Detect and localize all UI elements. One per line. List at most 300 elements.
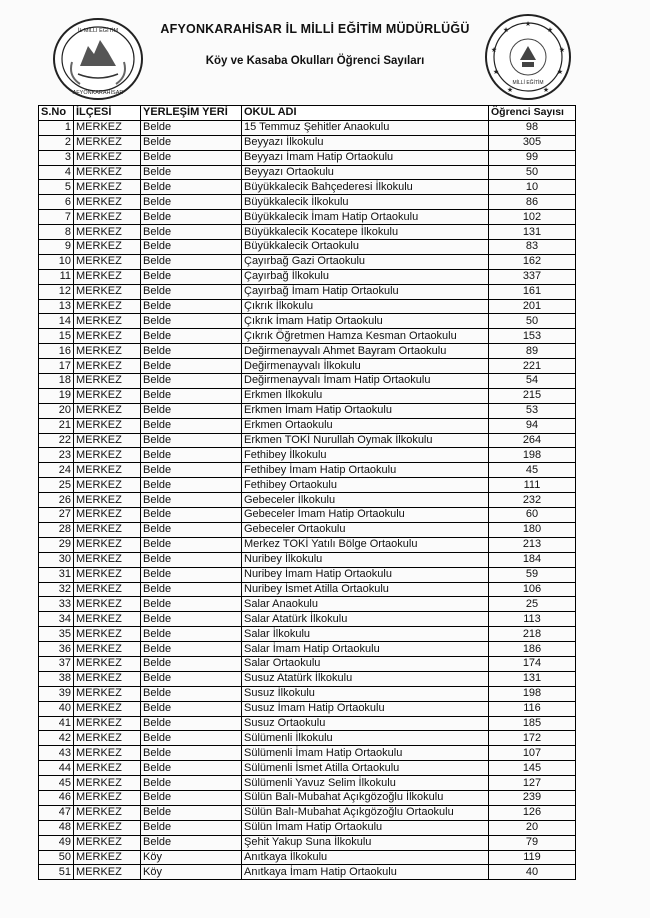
cell-yerlesim: Belde [141,150,242,165]
cell-ogrenci-sayisi: 264 [489,433,576,448]
cell-no: 15 [39,329,74,344]
cell-ilce: MERKEZ [74,716,141,731]
cell-ogrenci-sayisi: 98 [489,120,576,135]
ministry-emblem-logo [480,12,576,102]
cell-okul-adi: Çıkrık Öğretmen Hamza Kesman Ortaokulu [242,329,489,344]
table-row [39,865,576,880]
cell-yerlesim: Belde [141,761,242,776]
table-row [39,790,576,805]
table-row [39,761,576,776]
table-row [39,776,576,791]
cell-ilce: MERKEZ [74,686,141,701]
table-row [39,165,576,180]
header-yerlesim: YERLEŞİM YERİ [141,106,242,121]
cell-ilce: MERKEZ [74,284,141,299]
svg-text:İL MİLLİ EĞİTİM: İL MİLLİ EĞİTİM [77,28,119,34]
cell-ilce: MERKEZ [74,448,141,463]
cell-ogrenci-sayisi: 50 [489,165,576,180]
cell-ogrenci-sayisi: 40 [489,865,576,880]
cell-okul-adi: Beyyazı İmam Hatip Ortaokulu [242,150,489,165]
cell-okul-adi: Susuz İmam Hatip Ortaokulu [242,701,489,716]
svg-text:★: ★ [506,86,514,94]
cell-yerlesim: Belde [141,299,242,314]
cell-ilce: MERKEZ [74,865,141,880]
cell-no: 10 [39,254,74,269]
cell-ogrenci-sayisi: 116 [489,701,576,716]
cell-ilce: MERKEZ [74,344,141,359]
cell-yerlesim: Belde [141,240,242,255]
cell-ogrenci-sayisi: 111 [489,478,576,493]
cell-ilce: MERKEZ [74,120,141,135]
cell-okul-adi: Salar İmam Hatip Ortaokulu [242,642,489,657]
cell-okul-adi: Değirmenayvalı İmam Hatip Ortaokulu [242,374,489,389]
cell-no: 11 [39,269,74,284]
svg-text:★: ★ [502,26,510,34]
cell-okul-adi: 15 Temmuz Şehitler Anaokulu [242,120,489,135]
cell-ilce: MERKEZ [74,627,141,642]
cell-no: 43 [39,746,74,761]
cell-ilce: MERKEZ [74,746,141,761]
cell-ogrenci-sayisi: 83 [489,240,576,255]
cell-okul-adi: Değirmenayvalı Ahmet Bayram Ortaokulu [242,344,489,359]
table-row [39,195,576,210]
cell-no: 33 [39,597,74,612]
cell-ilce: MERKEZ [74,820,141,835]
cell-okul-adi: Şehit Yakup Suna İlkokulu [242,835,489,850]
cell-okul-adi: Salar Anaokulu [242,597,489,612]
cell-yerlesim: Belde [141,359,242,374]
cell-yerlesim: Köy [141,850,242,865]
cell-yerlesim: Belde [141,790,242,805]
table-row [39,746,576,761]
cell-no: 21 [39,418,74,433]
table-row [39,627,576,642]
cell-ogrenci-sayisi: 25 [489,597,576,612]
cell-okul-adi: Gebeceler İmam Hatip Ortaokulu [242,508,489,523]
cell-ilce: MERKEZ [74,240,141,255]
table-row [39,120,576,135]
cell-ilce: MERKEZ [74,478,141,493]
cell-no: 50 [39,850,74,865]
cell-yerlesim: Belde [141,582,242,597]
cell-ilce: MERKEZ [74,418,141,433]
cell-no: 32 [39,582,74,597]
cell-okul-adi: Büyükkalecik Ortaokulu [242,240,489,255]
table-row [39,835,576,850]
cell-ogrenci-sayisi: 59 [489,567,576,582]
cell-ogrenci-sayisi: 119 [489,850,576,865]
cell-ogrenci-sayisi: 107 [489,746,576,761]
cell-okul-adi: Değirmenayvalı İlkokulu [242,359,489,374]
cell-no: 49 [39,835,74,850]
table-row [39,850,576,865]
table-row [39,508,576,523]
cell-yerlesim: Belde [141,225,242,240]
cell-ogrenci-sayisi: 185 [489,716,576,731]
table-row [39,716,576,731]
cell-ogrenci-sayisi: 79 [489,835,576,850]
cell-no: 31 [39,567,74,582]
cell-yerlesim: Belde [141,329,242,344]
cell-no: 6 [39,195,74,210]
cell-no: 48 [39,820,74,835]
cell-no: 23 [39,448,74,463]
cell-ogrenci-sayisi: 201 [489,299,576,314]
cell-no: 42 [39,731,74,746]
cell-ilce: MERKEZ [74,835,141,850]
cell-yerlesim: Köy [141,865,242,880]
table-row [39,344,576,359]
cell-yerlesim: Belde [141,805,242,820]
cell-no: 5 [39,180,74,195]
table-row [39,656,576,671]
cell-ogrenci-sayisi: 213 [489,537,576,552]
cell-yerlesim: Belde [141,374,242,389]
cell-yerlesim: Belde [141,686,242,701]
cell-yerlesim: Belde [141,716,242,731]
cell-ilce: MERKEZ [74,612,141,627]
cell-okul-adi: Sülün İmam Hatip Ortaokulu [242,820,489,835]
table-row [39,582,576,597]
cell-yerlesim: Belde [141,135,242,150]
table-row [39,374,576,389]
cell-ilce: MERKEZ [74,463,141,478]
cell-okul-adi: Susuz Ortaokulu [242,716,489,731]
cell-ilce: MERKEZ [74,537,141,552]
cell-no: 9 [39,240,74,255]
svg-text:MİLLİ EĞİTİM: MİLLİ EĞİTİM [512,80,544,86]
cell-ilce: MERKEZ [74,374,141,389]
cell-ogrenci-sayisi: 161 [489,284,576,299]
cell-ilce: MERKEZ [74,180,141,195]
cell-no: 14 [39,314,74,329]
svg-text:★: ★ [556,68,564,76]
cell-ogrenci-sayisi: 20 [489,820,576,835]
cell-no: 2 [39,135,74,150]
cell-yerlesim: Belde [141,701,242,716]
cell-no: 8 [39,225,74,240]
cell-ilce: MERKEZ [74,388,141,403]
cell-no: 1 [39,120,74,135]
cell-ogrenci-sayisi: 106 [489,582,576,597]
cell-no: 24 [39,463,74,478]
cell-ogrenci-sayisi: 127 [489,776,576,791]
cell-ogrenci-sayisi: 162 [489,254,576,269]
cell-okul-adi: Sülümenli İmam Hatip Ortaokulu [242,746,489,761]
cell-ogrenci-sayisi: 180 [489,522,576,537]
cell-okul-adi: Susuz İlkokulu [242,686,489,701]
cell-no: 22 [39,433,74,448]
cell-no: 51 [39,865,74,880]
table-row [39,805,576,820]
cell-okul-adi: Erkmen TOKİ Nurullah Oymak İlkokulu [242,433,489,448]
svg-text:★: ★ [558,46,566,54]
directorate-seal-logo [50,16,146,102]
cell-no: 4 [39,165,74,180]
table-row [39,269,576,284]
table-row [39,433,576,448]
cell-yerlesim: Belde [141,120,242,135]
cell-ilce: MERKEZ [74,656,141,671]
cell-okul-adi: Gebeceler Ortaokulu [242,522,489,537]
cell-no: 37 [39,656,74,671]
cell-ogrenci-sayisi: 184 [489,552,576,567]
cell-yerlesim: Belde [141,314,242,329]
cell-yerlesim: Belde [141,776,242,791]
cell-yerlesim: Belde [141,418,242,433]
cell-ogrenci-sayisi: 102 [489,210,576,225]
cell-yerlesim: Belde [141,656,242,671]
cell-ogrenci-sayisi: 50 [489,314,576,329]
cell-okul-adi: Çayırbağ İmam Hatip Ortaokulu [242,284,489,299]
svg-text:★: ★ [524,20,532,28]
table-row [39,418,576,433]
cell-ogrenci-sayisi: 174 [489,656,576,671]
header-no: S.No [39,106,74,121]
cell-ilce: MERKEZ [74,582,141,597]
cell-ilce: MERKEZ [74,508,141,523]
cell-ogrenci-sayisi: 53 [489,403,576,418]
table-row [39,388,576,403]
cell-ogrenci-sayisi: 153 [489,329,576,344]
cell-ogrenci-sayisi: 337 [489,269,576,284]
cell-yerlesim: Belde [141,254,242,269]
table-row [39,448,576,463]
cell-yerlesim: Belde [141,269,242,284]
table-row [39,314,576,329]
svg-text:★: ★ [490,46,498,54]
cell-ogrenci-sayisi: 218 [489,627,576,642]
cell-okul-adi: Anıtkaya İmam Hatip Ortaokulu [242,865,489,880]
cell-ilce: MERKEZ [74,850,141,865]
table-row [39,254,576,269]
cell-yerlesim: Belde [141,612,242,627]
header-okul-adi: OKUL ADI [242,106,489,121]
cell-no: 36 [39,642,74,657]
cell-ogrenci-sayisi: 215 [489,388,576,403]
cell-ilce: MERKEZ [74,269,141,284]
cell-okul-adi: Erkmen İlkokulu [242,388,489,403]
cell-ogrenci-sayisi: 126 [489,805,576,820]
cell-ilce: MERKEZ [74,359,141,374]
cell-no: 18 [39,374,74,389]
header-ilce: İLÇESİ [74,106,141,121]
cell-okul-adi: Salar İlkokulu [242,627,489,642]
cell-yerlesim: Belde [141,671,242,686]
cell-okul-adi: Büyükkalecik İlkokulu [242,195,489,210]
cell-no: 20 [39,403,74,418]
cell-ilce: MERKEZ [74,790,141,805]
table-row [39,329,576,344]
cell-ogrenci-sayisi: 89 [489,344,576,359]
cell-ogrenci-sayisi: 198 [489,686,576,701]
cell-okul-adi: Büyükkalecik Kocatepe İlkokulu [242,225,489,240]
cell-yerlesim: Belde [141,433,242,448]
cell-yerlesim: Belde [141,552,242,567]
table-row [39,537,576,552]
cell-yerlesim: Belde [141,195,242,210]
cell-yerlesim: Belde [141,284,242,299]
cell-ogrenci-sayisi: 54 [489,374,576,389]
cell-ilce: MERKEZ [74,165,141,180]
cell-okul-adi: Nuribey İsmet Atilla Ortaokulu [242,582,489,597]
cell-yerlesim: Belde [141,627,242,642]
table-row [39,284,576,299]
cell-yerlesim: Belde [141,835,242,850]
cell-ilce: MERKEZ [74,329,141,344]
cell-no: 34 [39,612,74,627]
cell-okul-adi: Fethibey İlkokulu [242,448,489,463]
cell-okul-adi: Erkmen Ortaokulu [242,418,489,433]
cell-no: 39 [39,686,74,701]
cell-yerlesim: Belde [141,746,242,761]
table-row [39,180,576,195]
cell-ilce: MERKEZ [74,671,141,686]
cell-ilce: MERKEZ [74,552,141,567]
header-ogrenci-sayisi: Öğrenci Sayısı [489,106,576,121]
cell-ilce: MERKEZ [74,299,141,314]
cell-yerlesim: Belde [141,493,242,508]
cell-ilce: MERKEZ [74,493,141,508]
cell-okul-adi: Çıkrık İmam Hatip Ortaokulu [242,314,489,329]
cell-ilce: MERKEZ [74,567,141,582]
cell-no: 16 [39,344,74,359]
cell-no: 38 [39,671,74,686]
table-row [39,701,576,716]
table-row [39,478,576,493]
cell-okul-adi: Salar Ortaokulu [242,656,489,671]
table-row [39,671,576,686]
table-row [39,731,576,746]
cell-no: 3 [39,150,74,165]
cell-okul-adi: Merkez TOKİ Yatılı Bölge Ortaokulu [242,537,489,552]
cell-ogrenci-sayisi: 232 [489,493,576,508]
cell-ogrenci-sayisi: 198 [489,448,576,463]
cell-ogrenci-sayisi: 45 [489,463,576,478]
cell-yerlesim: Belde [141,210,242,225]
table-row [39,567,576,582]
cell-yerlesim: Belde [141,388,242,403]
cell-yerlesim: Belde [141,537,242,552]
cell-ogrenci-sayisi: 172 [489,731,576,746]
cell-ogrenci-sayisi: 86 [489,195,576,210]
cell-ogrenci-sayisi: 10 [489,180,576,195]
cell-ogrenci-sayisi: 186 [489,642,576,657]
student-count-table [38,105,576,880]
cell-no: 44 [39,761,74,776]
table-row [39,135,576,150]
cell-ogrenci-sayisi: 221 [489,359,576,374]
cell-ogrenci-sayisi: 305 [489,135,576,150]
cell-no: 12 [39,284,74,299]
cell-okul-adi: Nuribey İmam Hatip Ortaokulu [242,567,489,582]
cell-ilce: MERKEZ [74,135,141,150]
table-row [39,463,576,478]
cell-no: 35 [39,627,74,642]
cell-yerlesim: Belde [141,478,242,493]
cell-no: 30 [39,552,74,567]
cell-no: 7 [39,210,74,225]
cell-ilce: MERKEZ [74,225,141,240]
cell-okul-adi: Sülün Balı-Mubahat Açıkgözoğlu İlkokulu [242,790,489,805]
cell-okul-adi: Gebeceler İlkokulu [242,493,489,508]
cell-yerlesim: Belde [141,344,242,359]
table-row [39,552,576,567]
cell-ogrenci-sayisi: 131 [489,671,576,686]
table-row [39,686,576,701]
table-row [39,612,576,627]
table-row [39,225,576,240]
svg-text:AFYONKARAHİSAR: AFYONKARAHİSAR [72,90,124,96]
svg-text:★: ★ [492,68,500,76]
cell-no: 27 [39,508,74,523]
svg-text:★: ★ [546,26,554,34]
cell-okul-adi: Çıkrık İlkokulu [242,299,489,314]
cell-ilce: MERKEZ [74,254,141,269]
cell-ilce: MERKEZ [74,522,141,537]
cell-ogrenci-sayisi: 131 [489,225,576,240]
cell-yerlesim: Belde [141,642,242,657]
cell-yerlesim: Belde [141,403,242,418]
cell-ilce: MERKEZ [74,597,141,612]
cell-yerlesim: Belde [141,597,242,612]
cell-okul-adi: Büyükkalecik Bahçederesi İlkokulu [242,180,489,195]
cell-ilce: MERKEZ [74,761,141,776]
cell-okul-adi: Susuz Atatürk İlkokulu [242,671,489,686]
cell-yerlesim: Belde [141,731,242,746]
cell-yerlesim: Belde [141,522,242,537]
cell-okul-adi: Sülümenli Yavuz Selim İlkokulu [242,776,489,791]
table-row [39,210,576,225]
document-subtitle: Köy ve Kasaba Okulları Öğrenci Sayıları [205,55,425,67]
cell-ogrenci-sayisi: 99 [489,150,576,165]
cell-okul-adi: Erkmen İmam Hatip Ortaokulu [242,403,489,418]
cell-no: 28 [39,522,74,537]
cell-no: 41 [39,716,74,731]
cell-ilce: MERKEZ [74,150,141,165]
cell-okul-adi: Sülümenli İlkokulu [242,731,489,746]
cell-ogrenci-sayisi: 60 [489,508,576,523]
cell-ilce: MERKEZ [74,701,141,716]
cell-yerlesim: Belde [141,567,242,582]
cell-okul-adi: Büyükkalecik İmam Hatip Ortaokulu [242,210,489,225]
cell-ilce: MERKEZ [74,403,141,418]
cell-no: 29 [39,537,74,552]
cell-ilce: MERKEZ [74,433,141,448]
cell-yerlesim: Belde [141,463,242,478]
cell-okul-adi: Salar Atatürk İlkokulu [242,612,489,627]
cell-ilce: MERKEZ [74,314,141,329]
cell-okul-adi: Çayırbağ Gazi Ortaokulu [242,254,489,269]
cell-okul-adi: Beyyazı İlkokulu [242,135,489,150]
cell-okul-adi: Beyyazı Ortaokulu [242,165,489,180]
cell-yerlesim: Belde [141,165,242,180]
cell-ogrenci-sayisi: 94 [489,418,576,433]
cell-no: 40 [39,701,74,716]
cell-ilce: MERKEZ [74,731,141,746]
cell-ogrenci-sayisi: 113 [489,612,576,627]
table-row [39,403,576,418]
cell-no: 25 [39,478,74,493]
cell-no: 13 [39,299,74,314]
table-header-row [39,106,576,121]
table-row [39,493,576,508]
cell-no: 45 [39,776,74,791]
table-row [39,642,576,657]
table-row [39,820,576,835]
cell-no: 46 [39,790,74,805]
cell-okul-adi: Sülün Balı-Mubahat Açıkgözoğlu Ortaokulu [242,805,489,820]
